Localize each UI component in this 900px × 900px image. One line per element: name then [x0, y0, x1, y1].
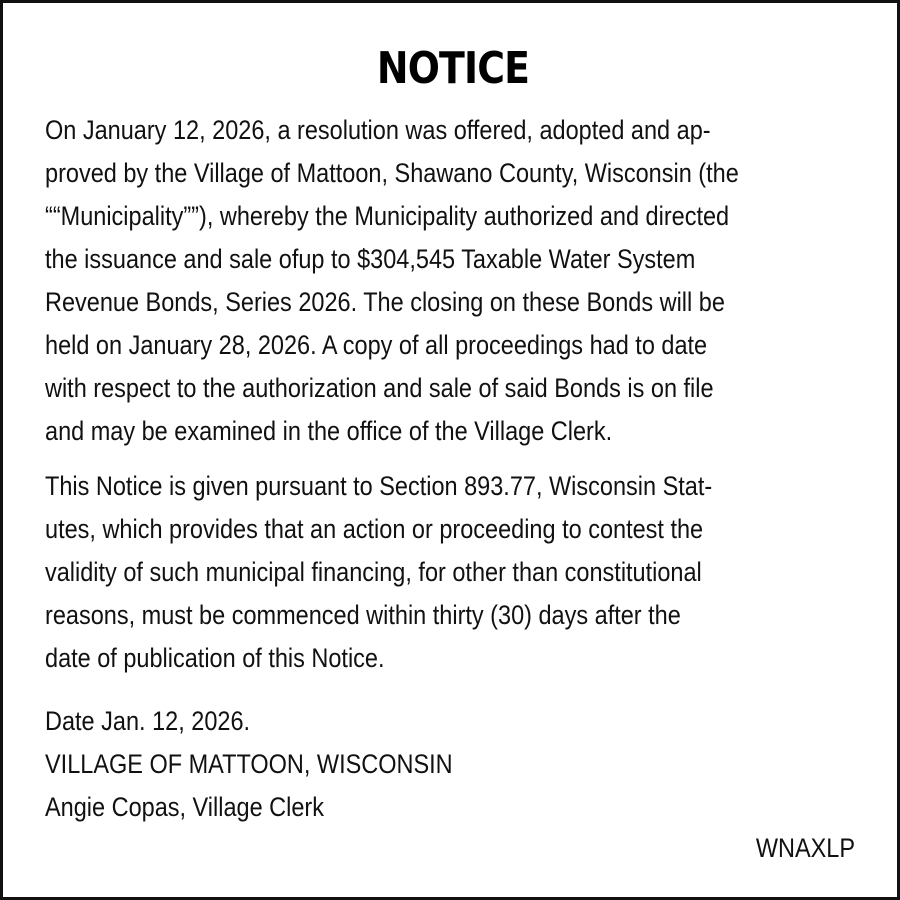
paragraph-line: proved by the Village of Mattoon, Shawano County, Wisconsin (the — [45, 158, 739, 188]
paragraph-line: validity of such municipal financing, for other than constitutional — [45, 557, 702, 587]
paragraph-line: Revenue Bonds, Series 2026. The closing on these Bonds will be — [45, 287, 725, 317]
notice-title: NOTICE — [376, 43, 530, 94]
notice-paragraph-statute — [45, 465, 857, 680]
paragraph-line: the issuance and sale ofup to $304,545 Taxable Water System — [45, 244, 696, 274]
notice-date: Date Jan. 12, 2026. — [45, 706, 251, 736]
paragraph-line: reasons, must be commenced within thirty (30) days after the — [45, 600, 681, 630]
signature-block — [45, 700, 514, 829]
signer-name: Angie Copas, Village Clerk — [45, 792, 324, 822]
paragraph-line: This Notice is given pursuant to Section 893.77, Wisconsin Stat- — [45, 471, 713, 501]
paragraph-line: with respect to the authorization and sale of said Bonds is on file — [45, 373, 714, 403]
paragraph-line: utes, which provides that an action or proceeding to contest the — [45, 514, 704, 544]
paragraph-line: held on January 28, 2026. A copy of all proceedings had to date — [45, 330, 708, 360]
paragraph-line: and may be examined in the office of the Village Clerk. — [45, 416, 613, 446]
notice-paragraph-resolution — [45, 109, 857, 453]
issuer-name: VILLAGE OF MATTOON, WISCONSIN — [45, 749, 453, 779]
paragraph-line: On January 12, 2026, a resolution was offered, adopted and ap- — [45, 115, 711, 145]
publication-code: WNAXLP — [755, 833, 855, 863]
paragraph-line: date of publication of this Notice. — [45, 643, 385, 673]
paragraph-line: ““Municipality””), whereby the Municipality authorized and directed — [45, 201, 730, 231]
